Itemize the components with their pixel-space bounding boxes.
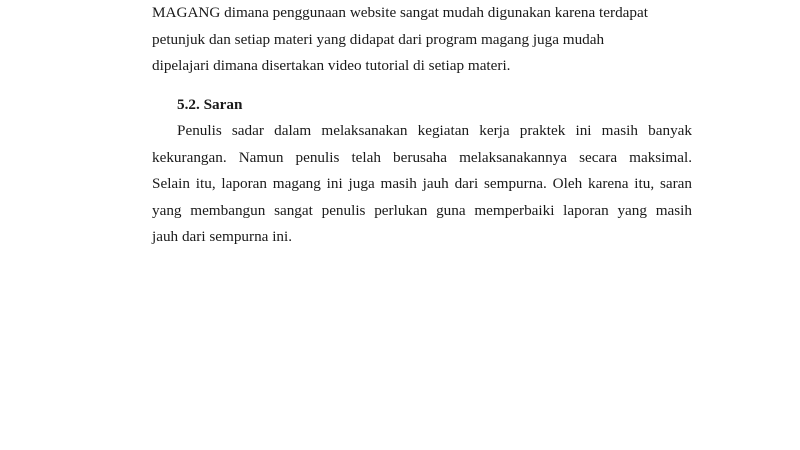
paragraph-line: dipelajari dimana disertakan video tutorial di setiap materi. (152, 57, 511, 74)
paragraph-line: Selain itu, laporan magang ini juga masih jauh dari sempurna. Oleh karena itu, saran (152, 175, 692, 192)
paragraph-conclusion (152, 0, 692, 80)
paragraph-line: jauh dari sempurna ini. (152, 228, 293, 245)
paragraph-line: kekurangan. Namun penulis telah berusaha melaksanakannya secara maksimal. (152, 148, 692, 166)
paragraph-line: MAGANG dimana penggunaan website sangat mudah digunakan karena terdapat (152, 4, 648, 21)
paragraph-line: petunjuk dan setiap materi yang didapat dari program magang juga mudah (152, 30, 605, 48)
paragraph-line: yang membangun sangat penulis perlukan guna memperbaiki laporan yang masih (152, 201, 692, 219)
paragraph-saran (152, 118, 692, 251)
section-heading-saran: 5.2. Saran (177, 96, 243, 113)
paragraph-line: Penulis sadar dalam melaksanakan kegiatan kerja praktek ini masih banyak (177, 122, 692, 139)
